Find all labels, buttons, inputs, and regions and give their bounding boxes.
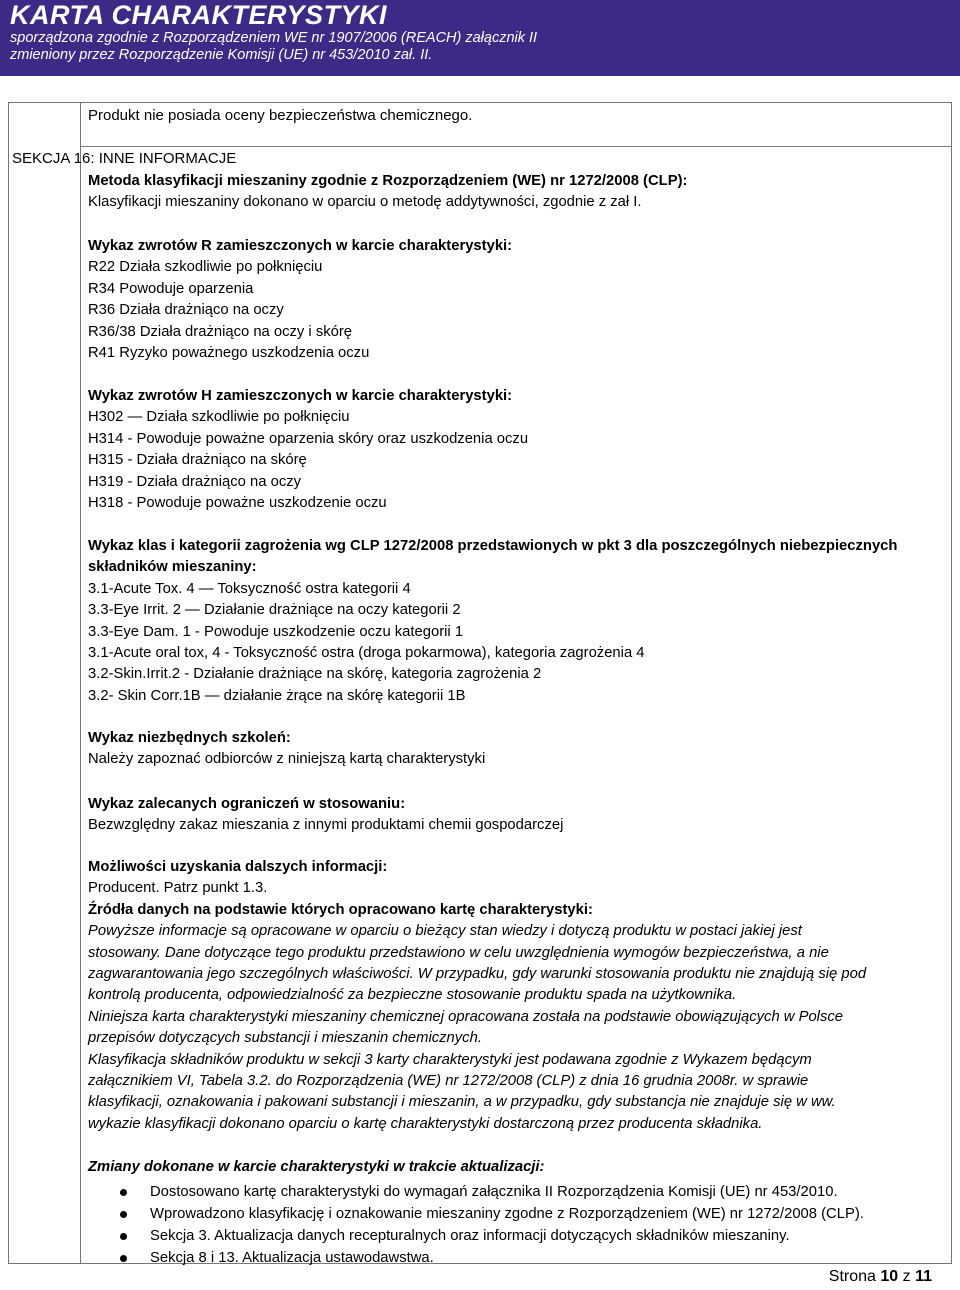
column-divider: [80, 102, 81, 1264]
list-item: [110, 1203, 864, 1225]
further-info-heading: Możliwości uzyskania dalszych informacji:: [88, 859, 388, 875]
hazard-class-item: 3.1-Acute oral tox, 4 - Toksyczność ostra (droga pokarmowa), kategoria zagrożenia 4: [88, 645, 645, 662]
sources-heading: Źródła danych na podstawie których opracowano kartę charakterystyki:: [88, 901, 593, 918]
document-title: KARTA CHARAKTERYSTYKI: [10, 0, 388, 30]
sources-line: Powyższe informacje są opracowane w oparciu o bieżący stan wiedzy i dotyczą produktu w postaci jakiej jest: [88, 923, 802, 940]
subtitle-line-2: zmieniony przez Rozporządzenie Komisji (UE) nr 453/2010 zał. II.: [10, 47, 433, 63]
changes-block: [88, 1157, 938, 1178]
sources-line: kontrolą producenta, odpowiedzialność za bezpieczne stosowanie produktu spada na użytkownika.: [88, 987, 737, 1004]
section-16-heading: SEKCJA 16: INNE INFORMACJE: [12, 150, 237, 167]
hazard-classes-heading-line-2: składników mieszaniny:: [88, 559, 257, 576]
row-divider: [80, 146, 952, 147]
r-phrase-item: R22 Działa szkodliwie po połknięciu: [88, 259, 323, 276]
sources-line: Klasyfikacja składników produktu w sekcji 3 karty charakterystyki jest podawana zgodnie z Wykazem będącym: [88, 1051, 812, 1068]
hazard-classes-block: [88, 536, 938, 707]
bullet-icon: [120, 1211, 127, 1218]
sources-line: stosowany. Dane dotyczące tego produktu przedstawiono w celu uwzględnienia wymogów bezpieczeństwa, a nie: [88, 944, 829, 961]
hazard-class-item: 3.3-Eye Dam. 1 - Powoduje uszkodzenie oczu kategorii 1: [88, 623, 464, 640]
sources-line: zagwarantowania jego szczególnych właściwości. W przypadku, gdy warunki stosowania produktu nie znajdują się pod: [88, 966, 867, 983]
page-current: 10: [880, 1268, 899, 1285]
page-number: [829, 1268, 932, 1286]
restrictions-heading: Wykaz zalecanych ograniczeń w stosowaniu:: [88, 796, 406, 812]
sources-line: klasyfikacji, oznakowania i pakowani substancji i mieszanin, a w przypadku, gdy substancja nie znajduje się w ww.: [88, 1094, 836, 1111]
training-heading: Wykaz niezbędnych szkoleń:: [88, 730, 291, 746]
list-item: [110, 1225, 864, 1247]
training-text: Należy zapoznać odbiorców z niniejszą kartą charakterystyki: [88, 751, 486, 768]
method-heading: Metoda klasyfikacji mieszaniny zgodnie z Rozporządzeniem (WE) nr 1272/2008 (CLP):: [88, 173, 688, 189]
change-item-text: Sekcja 3. Aktualizacja danych recepturalnych oraz informacji dotyczących składników mieszaniny.: [150, 1228, 790, 1244]
classification-method: [88, 171, 938, 214]
hazard-class-item: 3.1-Acute Tox. 4 — Toksyczność ostra kategorii 4: [88, 580, 411, 597]
page-label: Strona: [828, 1268, 876, 1285]
further-info-text: Producent. Patrz punkt 1.3.: [88, 880, 268, 897]
hazard-class-item: 3.2-Skin.Irrit.2 - Działanie drażniące na skórę, kategoria zagrożenia 2: [88, 666, 542, 683]
h-phrases-heading: Wykaz zwrotów H zamieszczonych w karcie charakterystyki:: [88, 388, 513, 404]
h-phrase-item: H302 — Działa szkodliwie po połknięciu: [88, 409, 350, 426]
training-block: [88, 728, 938, 771]
r-phrase-item: R36/38 Działa drażniąco na oczy i skórę: [88, 323, 353, 340]
change-item-text: Dostosowano kartę charakterystyki do wymagań załącznika II Rozporządzenia Komisji (UE) nr 453/2010.: [150, 1184, 838, 1200]
safety-assessment-note: Produkt nie posiada oceny bezpieczeństwa chemicznego.: [88, 107, 473, 124]
bullet-icon: [120, 1189, 127, 1196]
bullet-icon: [120, 1233, 127, 1240]
change-item-text: Wprowadzono klasyfikację i oznakowanie mieszaniny zgodne z Rozporządzeniem (WE) nr 1272/2008 (CLP).: [150, 1206, 864, 1222]
sources-line: przepisów dotyczących substancji i mieszanin chemicznych.: [88, 1030, 482, 1047]
h-phrase-item: H314 - Powoduje poważne oparzenia skóry oraz uszkodzenia oczu: [88, 430, 529, 447]
page-of: z: [902, 1268, 911, 1285]
bullet-icon: [120, 1255, 127, 1262]
sources-line: załącznikiem VI, Tabela 3.2. do Rozporządzenia (WE) nr 1272/2008 (CLP) z dnia 16 grudnia 2008r. w sprawie: [88, 1073, 809, 1090]
r-phrases-block: [88, 236, 938, 364]
change-item-text: Sekcja 8 i 13. Aktualizacja ustawodawstwa.: [150, 1250, 434, 1266]
method-text: Klasyfikacji mieszaniny dokonano w oparciu o metodę addytywności, zgodnie z zał I.: [88, 194, 642, 211]
hazard-classes-heading-line-1: Wykaz klas i kategorii zagrożenia wg CLP 1272/2008 przedstawionych w pkt 3 dla poszczególnych niebezpiecznych: [88, 538, 898, 554]
h-phrase-item: H315 - Działa drażniąco na skórę: [88, 452, 307, 469]
hazard-class-item: 3.2- Skin Corr.1B — działanie żrące na skórę kategorii 1B: [88, 687, 466, 704]
further-info-block: [88, 857, 938, 1135]
h-phrases-block: [88, 386, 938, 514]
sources-line: wykazie klasyfikacji dokonano oparciu o kartę charakterystyki dostarczoną przez producenta składnika.: [88, 1115, 763, 1132]
hazard-class-item: 3.3-Eye Irrit. 2 — Działanie drażniące na oczy kategorii 2: [88, 602, 461, 619]
list-item: [110, 1247, 864, 1269]
restrictions-block: [88, 794, 938, 837]
list-item: [110, 1181, 864, 1203]
changes-list: [110, 1181, 864, 1269]
h-phrase-item: H319 - Działa drażniąco na oczy: [88, 473, 302, 490]
h-phrase-item: H318 - Powoduje poważne uszkodzenie oczu: [88, 495, 387, 512]
r-phrase-item: R36 Działa drażniąco na oczy: [88, 302, 284, 319]
subtitle-line-1: sporządzona zgodnie z Rozporządzeniem WE nr 1907/2006 (REACH) załącznik II: [10, 30, 538, 46]
document-header: [0, 0, 960, 76]
changes-heading: Zmiany dokonane w karcie charakterystyki w trakcie aktualizacji:: [88, 1159, 545, 1175]
r-phrase-item: R34 Powoduje oparzenia: [88, 280, 254, 297]
document-subtitle: [10, 30, 537, 64]
sources-line: Niniejsza karta charakterystyki mieszaniny chemicznej opracowana została na podstawie obowiązujących w Polsce: [88, 1008, 843, 1025]
r-phrase-item: R41 Ryzyko poważnego uszkodzenia oczu: [88, 345, 370, 362]
page-total: 11: [915, 1268, 932, 1285]
r-phrases-heading: Wykaz zwrotów R zamieszczonych w karcie charakterystyki:: [88, 238, 513, 254]
restrictions-text: Bezwzględny zakaz mieszania z innymi produktami chemii gospodarczej: [88, 817, 564, 834]
